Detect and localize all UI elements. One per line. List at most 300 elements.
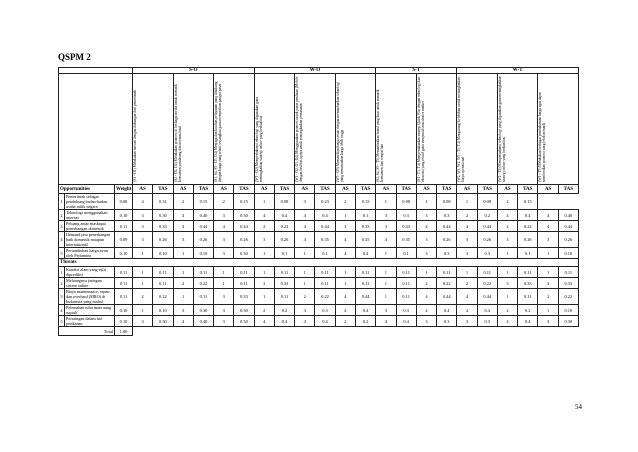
row-number: 2 [59, 210, 65, 221]
as-value: 2 [416, 278, 436, 289]
as-value: 2 [133, 289, 153, 305]
tas-value: 0.1 [355, 210, 375, 221]
tas-value: 0.30 [234, 210, 254, 221]
tas-value: 0.22 [477, 278, 497, 289]
tas-value: 0.4 [315, 316, 335, 327]
tas-value: 0.1 [274, 248, 294, 259]
as-value: 3 [497, 278, 517, 289]
as-value: 2 [173, 194, 193, 210]
strategy-label: (W1 - O2) Memperbaharui teknologi yang digunakan guna meningkatkan strategi online yang berkualitas [254, 97, 263, 182]
as-value: 1 [497, 248, 517, 259]
tas-value: 0.3 [477, 248, 497, 259]
as-value: 4 [173, 210, 193, 221]
as-value: 1 [497, 267, 517, 278]
page-number: 54 [575, 403, 582, 411]
as-value: 4 [214, 221, 234, 232]
as-value: 3 [133, 316, 153, 327]
as-value: 1 [295, 248, 315, 259]
tas-value: 0.33 [355, 221, 375, 232]
tas-value: 0.22 [558, 289, 578, 305]
as-value: 4 [457, 289, 477, 305]
as-value: 1 [254, 248, 274, 259]
as-header: AS [133, 185, 153, 194]
as-value: 4 [254, 210, 274, 221]
row-number: 1 [59, 267, 65, 278]
tas-value: 0.15 [234, 194, 254, 210]
row-number: 2 [59, 278, 65, 289]
as-value: 3 [133, 210, 153, 221]
as-value: 1 [376, 289, 396, 305]
strategy-label: (W5 - O5) Memastikan harga sesuai dengan memanfaatkan teknologi yang menawarkan harga lebih tinggi [335, 82, 344, 182]
strategy-label: (W1 - T2) Memperbaharui teknologi yang digunakan guna meningkatkan strategi online yang berkualitas [497, 76, 506, 182]
tas-value: 0.11 [315, 267, 335, 278]
as-value: 2 [538, 289, 558, 305]
factor-label: Kondisi alam yang sulit diprediksi [65, 267, 115, 278]
tas-value: 0.4 [518, 210, 538, 221]
tas-value: 0.30 [558, 316, 578, 327]
as-value: 3 [457, 248, 477, 259]
strategy-cell [497, 74, 538, 185]
as-value: 4 [254, 316, 274, 327]
tas-value: 0.35 [355, 232, 375, 248]
as-value: 3 [214, 232, 234, 248]
tas-value: 0.15 [193, 194, 213, 210]
as-value: 4 [335, 248, 355, 259]
as-value: 1 [416, 194, 436, 210]
strategy-label: (W4 - O2, O3, O4) Menggunakan promosi untuk pasar pendatan (Mobile dengan fasilitas upaya untuk meningkatkan pemasaran [295, 76, 304, 182]
strategy-cell [416, 74, 457, 185]
as-value: 4 [295, 221, 315, 232]
tas-value: 0.11 [355, 278, 375, 289]
as-value: 3 [133, 221, 153, 232]
section-label: Threats [59, 259, 579, 267]
tas-value: 0.11 [234, 267, 254, 278]
row-number: 1 [59, 194, 65, 210]
as-value: 3 [416, 248, 436, 259]
as-value: 4 [376, 316, 396, 327]
tas-value: 0.2 [477, 210, 497, 221]
table-row [59, 194, 579, 210]
tas-header: TAS [193, 185, 213, 194]
tas-value: 0.08 [477, 194, 497, 210]
as-value: 2 [335, 194, 355, 210]
tas-value: 0.11 [558, 267, 578, 278]
as-value: 2 [295, 289, 315, 305]
as-value: 1 [538, 248, 558, 259]
tas-value: 0.30 [153, 210, 173, 221]
tas-value: 0.22 [518, 221, 538, 232]
as-value: 1 [335, 278, 355, 289]
tas-value: 0.22 [274, 221, 294, 232]
tas-value: 0.4 [437, 305, 457, 316]
as-value: 4 [416, 305, 436, 316]
as-header: AS [416, 185, 436, 194]
as-value: 4 [457, 305, 477, 316]
as-value: 1 [295, 267, 315, 278]
strategy-cell [295, 74, 336, 185]
strategy-cell [254, 74, 295, 185]
as-value: 4 [173, 316, 193, 327]
as-value: 3 [214, 210, 234, 221]
weight-value: 0.11 [115, 221, 133, 232]
tas-value: 0.4 [518, 316, 538, 327]
tas-value: 0.44 [437, 221, 457, 232]
as-value: 3 [457, 232, 477, 248]
tas-value: 0.3 [477, 316, 497, 327]
table-row [59, 221, 579, 232]
as-value: 3 [133, 232, 153, 248]
tas-value: 0.30 [234, 248, 254, 259]
qspm-table [58, 67, 579, 336]
tas-header: TAS [396, 185, 416, 194]
tas-value: 0.35 [396, 232, 416, 248]
tas-value: 0.23 [315, 194, 335, 210]
factor-label: Meluangnya jaringan sistem online [65, 278, 115, 289]
tas-value: 0.15 [355, 194, 375, 210]
tas-value: 0.11 [518, 289, 538, 305]
tas-value: 0.40 [193, 210, 213, 221]
tas-value: 0.11 [315, 278, 335, 289]
tas-value: 0.11 [396, 267, 416, 278]
table-row [59, 305, 579, 316]
as-value: 2 [497, 305, 517, 316]
as-value: 3 [416, 232, 436, 248]
tas-value: 0.4 [355, 248, 375, 259]
tas-value: 0.44 [558, 221, 578, 232]
tas-value: 0.44 [355, 289, 375, 305]
as-value: 3 [295, 194, 315, 210]
weight-value: 0.08 [115, 194, 133, 210]
as-value: 1 [295, 278, 315, 289]
as-value: 3 [254, 232, 274, 248]
table-row [59, 289, 579, 305]
as-value: 4 [416, 221, 436, 232]
as-value: 3 [538, 232, 558, 248]
as-value: 3 [538, 278, 558, 289]
tas-value: 0.44 [315, 221, 335, 232]
weight-value: 0.10 [115, 316, 133, 327]
as-value: 4 [335, 232, 355, 248]
tas-value: 0.44 [234, 221, 254, 232]
strategy-label: (S3, S4, S5 - O3, O4) Menjaga dan kualitas pelayanan yang didukung dengan harga yang relatif terjangkau guna memperluas pangsa pasar [214, 81, 223, 182]
strategy-cell [538, 74, 579, 185]
tas-value: 0.11 [355, 267, 375, 278]
page-title: QSPM 2 [58, 52, 91, 62]
as-value: 1 [497, 289, 517, 305]
tas-value: 0.44 [477, 221, 497, 232]
as-value: 4 [538, 221, 558, 232]
as-header: AS [497, 185, 517, 194]
as-value: 3 [295, 305, 315, 316]
tas-value: 0.22 [153, 289, 173, 305]
tas-value: 0.11 [153, 267, 173, 278]
as-value: 1 [254, 194, 274, 210]
as-value: 4 [173, 221, 193, 232]
group-header: W-O [254, 68, 376, 74]
as-header: AS [457, 185, 477, 194]
table-row [59, 278, 579, 289]
group-header: S-O [133, 68, 255, 74]
as-value: 4 [376, 232, 396, 248]
tas-value: 0.10 [153, 248, 173, 259]
as-value: 1 [173, 267, 193, 278]
row-number: 5 [59, 248, 65, 259]
as-value: 4 [295, 316, 315, 327]
weight-value: 0.10 [115, 248, 133, 259]
tas-value: 0.11 [193, 267, 213, 278]
factor-label: Pertumbuhan harga avtur oleh Pertamina [65, 248, 115, 259]
as-value: 2 [254, 305, 274, 316]
as-value: 4 [335, 305, 355, 316]
tas-header: TAS [153, 185, 173, 194]
tas-value: 0.33 [153, 221, 173, 232]
as-value: 2 [497, 194, 517, 210]
tas-header: TAS [274, 185, 294, 194]
table-row [59, 248, 579, 259]
row-number: 4 [59, 232, 65, 248]
tas-value: 0.11 [437, 267, 457, 278]
weight-value: 0.11 [115, 267, 133, 278]
tas-value: 0.4 [396, 316, 416, 327]
as-value: 4 [497, 316, 517, 327]
as-value: 2 [335, 316, 355, 327]
row-number: 3 [59, 221, 65, 232]
as-value: 1 [254, 289, 274, 305]
tas-value: 0.11 [274, 267, 294, 278]
as-value: 1 [335, 210, 355, 221]
as-header: AS [214, 185, 234, 194]
as-value: 3 [254, 278, 274, 289]
tas-value: 0.33 [274, 278, 294, 289]
weight-value: 0.10 [115, 305, 133, 316]
tas-value: 0.4 [274, 316, 294, 327]
tas-value: 0.1 [315, 248, 335, 259]
as-value: 1 [376, 194, 396, 210]
as-value: 2 [457, 210, 477, 221]
as-value: 4 [538, 210, 558, 221]
table-row [59, 232, 579, 248]
tas-value: 0.10 [193, 248, 213, 259]
as-header: AS [538, 185, 558, 194]
as-value: 1 [254, 267, 274, 278]
tas-header: TAS [558, 185, 578, 194]
tas-value: 0.44 [477, 289, 497, 305]
tas-value: 0.26 [234, 232, 254, 248]
tas-value: 0.11 [396, 289, 416, 305]
table-row [59, 210, 579, 221]
tas-header: TAS [477, 185, 497, 194]
factor-label: Demand jasa penerbangan baik domestik maupun internasional [65, 232, 115, 248]
tas-value: 0.11 [477, 267, 497, 278]
strategy-label: (S1 - O1) Melakukan inovasi dengan dukungan dari pemerintah [133, 90, 137, 182]
as-value: 1 [457, 194, 477, 210]
tas-value: 0.11 [234, 278, 254, 289]
tas-value: 0.33 [558, 278, 578, 289]
total-weight: 1.00 [115, 327, 133, 336]
as-value: 1 [214, 267, 234, 278]
as-value: 3 [214, 248, 234, 259]
as-header: AS [335, 185, 355, 194]
tas-value: 0.3 [437, 210, 457, 221]
as-value: 1 [214, 278, 234, 289]
as-value: 1 [133, 248, 153, 259]
as-value: 3 [214, 289, 234, 305]
total-empty [133, 327, 579, 336]
tas-value: 0.08 [274, 194, 294, 210]
weight-value: 0.09 [115, 232, 133, 248]
tas-value: 0.30 [193, 305, 213, 316]
tas-value: 0.26 [477, 232, 497, 248]
tas-value: 0.2 [274, 305, 294, 316]
as-value: 1 [173, 248, 193, 259]
as-value: 2 [457, 278, 477, 289]
tas-value: 0.22 [315, 289, 335, 305]
as-value: 1 [538, 305, 558, 316]
tas-value: 0.33 [518, 278, 538, 289]
as-value: 3 [173, 232, 193, 248]
strategy-cell [173, 74, 214, 185]
as-header: AS [254, 185, 274, 194]
tas-value: 0.3 [315, 305, 335, 316]
as-value: 1 [335, 267, 355, 278]
tas-value: 0.35 [315, 232, 335, 248]
tas-value: 0.33 [234, 289, 254, 305]
as-value: 1 [376, 267, 396, 278]
row-number: 3 [59, 289, 65, 305]
factor-label: Pemerintah sebagai pendukung badan-badan usaha milik negara [65, 194, 115, 210]
as-value: 1 [538, 267, 558, 278]
tas-value: 0.33 [396, 221, 416, 232]
strategy-cell [457, 74, 498, 185]
tas-value: 0.1 [396, 248, 416, 259]
strategy-cell [214, 74, 255, 185]
table-row [59, 267, 579, 278]
tas-value: 0.3 [437, 248, 457, 259]
tas-value: 0.11 [274, 289, 294, 305]
group-header: S-T [376, 68, 457, 74]
tas-value: 0.15 [518, 194, 538, 210]
as-value: 1 [133, 267, 153, 278]
as-value: 4 [295, 232, 315, 248]
weight-value: 0.11 [115, 289, 133, 305]
as-value: 3 [457, 316, 477, 327]
tas-value: 0.44 [437, 289, 457, 305]
tas-value: 0.4 [274, 210, 294, 221]
tas-value: 0.08 [396, 194, 416, 210]
factor-label: Biaya maintenance, repair, dan overhaul (MRO) di Indonesia yang mahal [65, 289, 115, 305]
as-value: 3 [376, 221, 396, 232]
tas-value: 0.10 [153, 305, 173, 316]
factor-label: Teknologi menggunakan internet [65, 210, 115, 221]
as-value: 1 [416, 267, 436, 278]
tas-value: 0.40 [193, 316, 213, 327]
tas-value: 0.26 [558, 232, 578, 248]
tas-value: 0.22 [437, 278, 457, 289]
tas-value: 0.26 [274, 232, 294, 248]
as-value: 3 [214, 316, 234, 327]
tas-value: 0.30 [234, 316, 254, 327]
tas-value: 0.08 [437, 194, 457, 210]
tas-value: 0.30 [153, 316, 173, 327]
strategy-cell [133, 74, 174, 185]
as-value: 1 [133, 278, 153, 289]
as-value: 4 [497, 210, 517, 221]
weight-value: 0.10 [115, 210, 133, 221]
row-number: 5 [59, 316, 65, 327]
tas-value: 0.2 [355, 316, 375, 327]
tas-value: 0.26 [437, 232, 457, 248]
as-value: 3 [376, 305, 396, 316]
strategy-label: (S2 - O2, O4) Melakukan promosi di berbagai media untuk menarik konsumen pendatang dan internasional [173, 84, 182, 182]
tas-value: 0.30 [234, 305, 254, 316]
factor-label: Pelemahan nilai mata uang rupiah [65, 305, 115, 316]
as-header: AS [295, 185, 315, 194]
as-value: 1 [173, 289, 193, 305]
as-header: AS [376, 185, 396, 194]
tas-value: 0.26 [193, 232, 213, 248]
tas-value: 0.2 [518, 305, 538, 316]
tas-value: 0.40 [558, 210, 578, 221]
tas-value: 0.3 [437, 316, 457, 327]
as-value: 3 [173, 305, 193, 316]
factor-header: Opportunities [59, 185, 115, 194]
tas-value: 0.11 [518, 267, 538, 278]
tas-header: TAS [315, 185, 335, 194]
as-value: 2 [254, 221, 274, 232]
as-value: 3 [416, 210, 436, 221]
strategy-cell [376, 74, 417, 185]
group-header: W-T [457, 68, 579, 74]
factor-label: Peluang antar maskapai penerbangan domestik [65, 221, 115, 232]
total-label: Total [59, 327, 115, 336]
as-value: 2 [214, 194, 234, 210]
tas-value: 0.11 [396, 278, 416, 289]
as-value: 1 [457, 267, 477, 278]
table-row [59, 316, 579, 327]
tas-header: TAS [234, 185, 254, 194]
tas-header: TAS [437, 185, 457, 194]
strategy-label: (W1 - T5) Melakukan berbagai pembaharuan harga agar dapat memberikan promosi yang lebih menarik [538, 92, 547, 182]
tas-value: 0.11 [193, 289, 213, 305]
strategy-label: (S2, S4, S5 - T5) Memanfaatkan brand yang kuat untuk menarik konsumen dari tempat lain [376, 89, 385, 182]
tas-value: 0.3 [396, 305, 416, 316]
strategy-cell [335, 74, 376, 185]
tas-value: 0.44 [193, 221, 213, 232]
as-value: 1 [133, 305, 153, 316]
tas-value: 0.1 [518, 248, 538, 259]
strategy-label: (S1 - T3, T4) Mempertahankan strategi Quick Win dengan teknologi dan ekonomi yang relatif guna menjawab atau dealer market [416, 77, 425, 182]
tas-value: 0.4 [355, 305, 375, 316]
tas-value: 0.4 [315, 210, 335, 221]
as-header: AS [173, 185, 193, 194]
weight-value: 0.11 [115, 278, 133, 289]
strategy-header-blank [59, 74, 133, 185]
as-value: 3 [416, 316, 436, 327]
tas-value: 0.22 [193, 278, 213, 289]
as-value: 3 [376, 210, 396, 221]
tas-value: 0.10 [558, 248, 578, 259]
strategy-label: (W2, W3, W4, W5 - T3, T4) Mengurangi kelebihan untuk meningkatkan biaya operasional [457, 77, 466, 182]
as-value: 3 [538, 316, 558, 327]
as-value: 4 [416, 289, 436, 305]
row-number: 4 [59, 305, 65, 316]
tas-value: 0.10 [558, 305, 578, 316]
tas-value: 0.31 [153, 194, 173, 210]
tas-value: 0.26 [518, 232, 538, 248]
tas-value: 0.11 [153, 278, 173, 289]
weight-header: Weight [116, 186, 132, 192]
as-value: 3 [497, 232, 517, 248]
